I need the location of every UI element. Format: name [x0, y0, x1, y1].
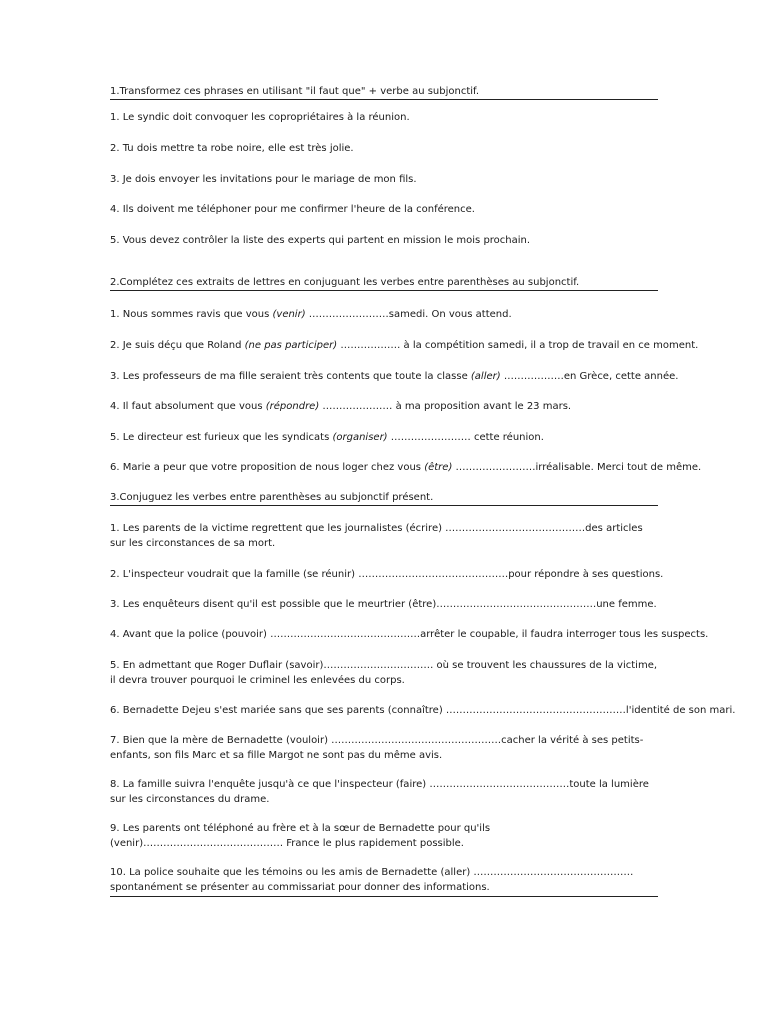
section-3-item-10: 10. La police souhaite que les témoins ou les amis de Bernadette (aller) ………………………………………… spontanément se présenter au commissariat pour donner des informations. [110, 865, 658, 897]
section-1-item-3: 3. Je dois envoyer les invitations pour le mariage de mon fils. [110, 174, 417, 185]
item-text: 5. Le directeur est furieux que les syndicats [110, 432, 333, 443]
section-3-item-5: 5. En admettant que Roger Duflair (savoir)…………………………… où se trouvent les chaussures de la victime, il devra trouver pourquoi le criminel les enlevées du corps. [110, 660, 658, 686]
verb-hint: (être) [424, 462, 453, 473]
section-3-item-3: 3. Les enquêteurs disent qu'il est possible que le meurtrier (être)…………………………………………une femme. [110, 599, 657, 610]
section-2-title: 2.Complétez ces extraits de lettres en conjuguant les verbes entre parenthèses au subjonctif. [110, 277, 658, 291]
section-1-item-4: 4. Ils doivent me téléphoner pour me confirmer l'heure de la conférence. [110, 204, 475, 215]
verb-hint: (ne pas participer) [244, 340, 338, 351]
verb-hint: (répondre) [265, 401, 320, 412]
section-3-item-8: 8. La famille suivra l'enquête jusqu'à ce que l'inspecteur (faire) ……………………………………toute la lumière sur les circonstances du drame. [110, 779, 649, 805]
section-2-item-1 [110, 307, 658, 322]
item-text: ………………en Grèce, cette année. [500, 371, 679, 382]
section-1-title: 1.Transformez ces phrases en utilisant "il faut que" + verbe au subjonctif. [110, 86, 658, 100]
section-2-item-6 [110, 460, 702, 475]
item-text: 2. Je suis déçu que Roland [110, 340, 245, 351]
item-text: ………………… à ma proposition avant le 23 mars. [319, 401, 572, 412]
item-text: 1. Nous sommes ravis que vous [110, 309, 273, 320]
section-1-item-5: 5. Vous devez contrôler la liste des experts qui partent en mission le mois prochain. [110, 235, 531, 246]
section-3-item-1: 1. Les parents de la victime regrettent que les journalistes (écrire) ……………………………………des articles sur les circonstances de sa mort. [110, 523, 643, 549]
item-text: ……………………samedi. On vous attend. [305, 309, 512, 320]
section-2-item-2 [110, 338, 699, 353]
section-3-item-6: 6. Bernadette Dejeu s'est mariée sans que ses parents (connaître) ………………………………………………l'identité de son mari. [110, 705, 736, 716]
section-3-item-2: 2. L'inspecteur voudrait que la famille (se réunir) ………………………………………pour répondre à ses questions. [110, 569, 664, 580]
item-text: ……………… à la compétition samedi, il a trop de travail en ce moment. [337, 340, 699, 351]
section-3-item-4: 4. Avant que la police (pouvoir) ………………………………………arrêter le coupable, il faudra interroger tous les suspects. [110, 629, 709, 640]
item-text: 4. Il faut absolument que vous [110, 401, 266, 412]
worksheet-page [110, 0, 736, 1024]
item-text: 3. Les professeurs de ma fille seraient très contents que toute la classe [110, 371, 471, 382]
section-2-item-4 [110, 399, 658, 414]
section-2-item-5 [110, 430, 658, 445]
item-text: …………………… cette réunion. [387, 432, 544, 443]
item-text: ……………………irréalisable. Merci tout de même. [452, 462, 702, 473]
verb-hint: (organiser) [332, 432, 388, 443]
section-1-item-2: 2. Tu dois mettre ta robe noire, elle est très jolie. [110, 143, 354, 154]
section-1-item-1: 1. Le syndic doit convoquer les copropriétaires à la réunion. [110, 112, 410, 123]
section-3-item-9: 9. Les parents ont téléphoné au frère et à la sœur de Bernadette pour qu'ils (venir)…………………………………… France le plus rapidement possible. [110, 823, 491, 849]
verb-hint: (aller) [470, 371, 501, 382]
item-text: 6. Marie a peur que votre proposition de nous loger chez vous [110, 462, 425, 473]
section-3-item-7: 7. Bien que la mère de Bernadette (vouloir) ……………………………………………cacher la vérité à ses petits-enfants, son fils Marc et sa fille Margot ne sont pas du même avis. [110, 735, 644, 761]
section-2-item-3 [110, 369, 679, 384]
verb-hint: (venir) [272, 309, 306, 320]
section-3-title: 3.Conjuguez les verbes entre parenthèses au subjonctif présent. [110, 492, 658, 506]
